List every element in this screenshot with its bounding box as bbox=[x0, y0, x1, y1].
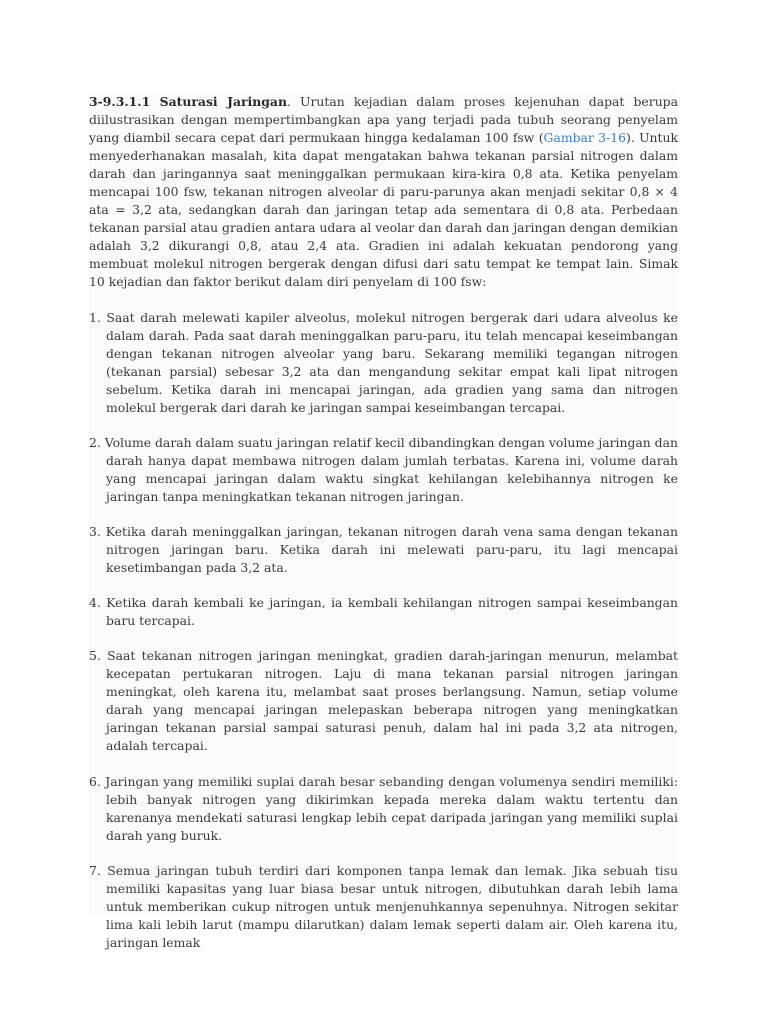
intro-text-start: . Urutan kejadian dalam proses kejenuhan dapat berupa diilustrasikan dengan mempertimbangkan apa yang terjadi pada tubuh seorang penyelam yang diambil secara cepat dari permukaan hingga kedalaman 100 fsw ( bbox=[89, 94, 678, 146]
list-item-6: 6. Jaringan yang memiliki suplai darah besar sebanding dengan volumenya sendiri memiliki: lebih banyak nitrogen yang dikirimkan kepada mereka dalam waktu tertentu dan karenanya mendekati saturasi lengkap lebih cepat daripada jaringan yang memiliki suplai darah yang buruk. bbox=[89, 773, 678, 843]
intro-text-end: ). Untuk menyederhanakan masalah, kita dapat mengatakan bahwa tekanan parsial nitrogen dalam darah dan jaringannya saat meninggalkan permukaan kira-kira 0,8 ata. Ketika penyelam mencapai 100 fsw, tekanan nitrogen alveolar di paru-parunya akan menjadi sekitar 0,8 × 4 ata = 3,2 ata, sedangkan darah dan jaringan tetap ada sementara di 0,8 ata. Perbedaan tekanan parsial atau gradien antara udara al veolar dan darah dan jaringan dengan demikian adalah 3,2 dikurangi 0,8, atau 2,4 ata. Gradien ini adalah kekuatan pendorong yang membuat molekul nitrogen bergerak dengan difusi dari satu tempat ke tempat lain. Simak 10 kejadian dan faktor berikut dalam diri penyelam di 100 fsw: bbox=[89, 130, 678, 290]
intro-paragraph bbox=[89, 93, 678, 292]
document-body bbox=[89, 93, 678, 950]
list-item-7: 7. Semua jaringan tubuh terdiri dari komponen tanpa lemak dan lemak. Jika sebuah tisu memiliki kapasitas yang luar biasa besar untuk nitrogen, dibutuhkan darah lebih lama untuk memberikan cukup nitrogen untuk menjenuhkannya sepenuhnya. Nitrogen sekitar lima kali lebih larut (mampu dilarutkan) dalam lemak seperti dalam air. Oleh karena itu, jaringan lemak bbox=[89, 862, 678, 950]
figure-link[interactable]: Gambar 3-16 bbox=[543, 130, 626, 146]
section-heading: 3-9.3.1.1 Saturasi Jaringan bbox=[89, 94, 287, 109]
list-item-5: 5. Saat tekanan nitrogen jaringan meningkat, gradien darah-jaringan menurun, melambat kecepatan pertukaran nitrogen. Laju di mana tekanan parsial nitrogen jaringan meningkat, oleh karena itu, melambat saat proses berlangsung. Namun, setiap volume darah yang mencapai jaringan melepaskan beberapa nitrogen yang meningkatkan jaringan tekanan parsial sampai saturasi penuh, dalam hal ini pada 3,2 ata nitrogen, adalah tercapai. bbox=[89, 648, 678, 754]
list-item-3: 3. Ketika darah meninggalkan jaringan, tekanan nitrogen darah vena sama dengan tekanan nitrogen jaringan baru. Ketika darah ini melewati paru-paru, itu lagi mencapai kesetimbangan pada 3,2 ata. bbox=[89, 523, 678, 576]
list-item-1: 1. Saat darah melewati kapiler alveolus, molekul nitrogen bergerak dari udara alveolus ke dalam darah. Pada saat darah meninggalkan paru-paru, itu telah mencapai keseimbangan dengan tekanan nitrogen alveolar yang baru. Sekarang memiliki tegangan nitrogen (tekanan parsial) sebesar 3,2 ata dan mengandung sekitar empat kali lipat nitrogen sebelum. Ketika darah ini mencapai jaringan, ada gradien yang sama dan nitrogen molekul bergerak dari darah ke jaringan sampai keseimbangan tercapai. bbox=[89, 309, 678, 415]
list-item-4: 4. Ketika darah kembali ke jaringan, ia kembali kehilangan nitrogen sampai keseimbangan baru tercapai. bbox=[89, 595, 678, 629]
list-item-2: 2. Volume darah dalam suatu jaringan relatif kecil dibandingkan dengan volume jaringan dan darah hanya dapat membawa nitrogen dalam jumlah terbatas. Karena ini, volume darah yang mencapai jaringan dalam waktu singkat kehilangan kelebihannya nitrogen ke jaringan tanpa meningkatkan tekanan nitrogen jaringan. bbox=[89, 434, 678, 504]
